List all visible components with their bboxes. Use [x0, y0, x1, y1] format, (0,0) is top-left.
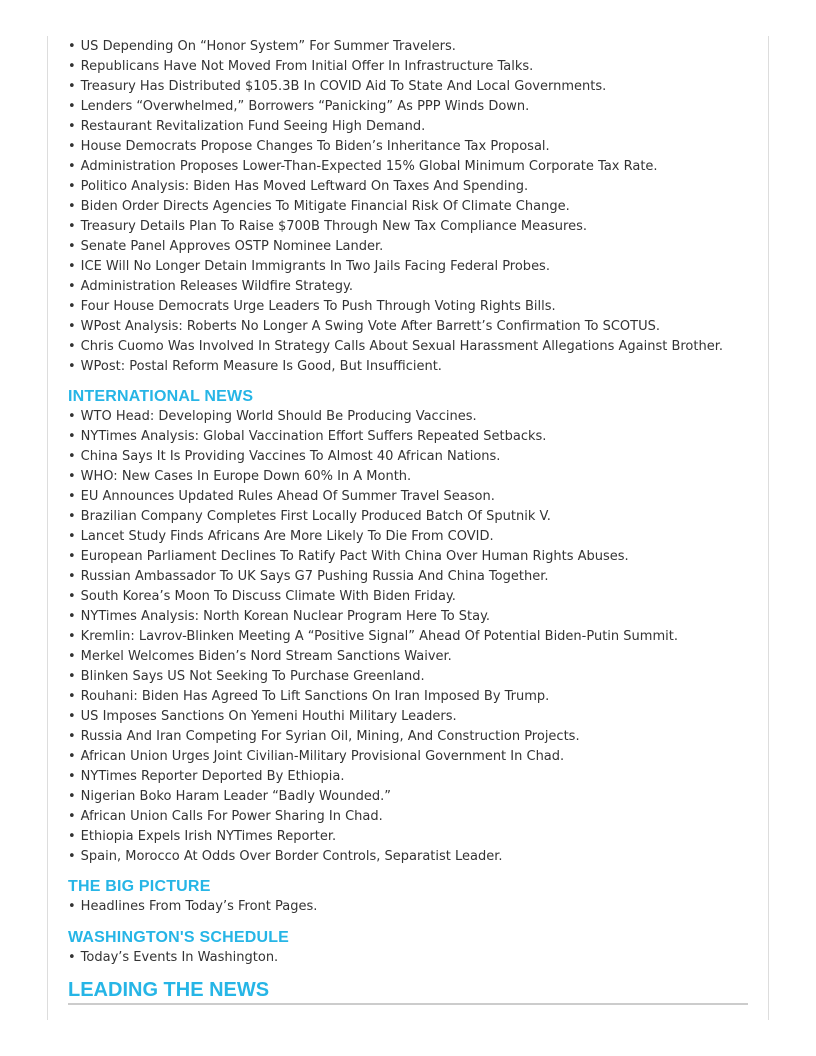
bullet-icon: • [68, 199, 76, 214]
headline-text[interactable]: Lancet Study Finds Africans Are More Likely To Die From COVID. [80, 529, 494, 544]
headline-text[interactable]: Administration Releases Wildfire Strategy. [80, 279, 354, 294]
headline-text[interactable]: Politico Analysis: Biden Has Moved Leftward On Taxes And Spending. [80, 179, 529, 194]
headline-item[interactable] [68, 627, 748, 647]
bullet-icon: • [68, 239, 76, 254]
headline-item[interactable] [68, 407, 748, 427]
headline-item[interactable] [68, 667, 748, 687]
headline-text[interactable]: Spain, Morocco At Odds Over Border Controls, Separatist Leader. [80, 849, 503, 864]
headline-item[interactable] [68, 527, 748, 547]
headline-item[interactable] [68, 607, 748, 627]
headline-text[interactable]: Treasury Details Plan To Raise $700B Through New Tax Compliance Measures. [80, 219, 588, 234]
headline-text[interactable]: Brazilian Company Completes First Locally Produced Batch Of Sputnik V. [80, 509, 551, 524]
headline-text[interactable]: Treasury Has Distributed $105.3B In COVID Aid To State And Local Governments. [80, 79, 607, 94]
headline-item[interactable] [68, 827, 748, 847]
bullet-icon: • [68, 769, 76, 784]
headline-text[interactable]: Rouhani: Biden Has Agreed To Lift Sanctions On Iran Imposed By Trump. [80, 689, 550, 704]
headline-item[interactable] [68, 157, 748, 177]
headline-text[interactable]: Lenders “Overwhelmed,” Borrowers “Panicking” As PPP Winds Down. [80, 99, 530, 114]
headline-text[interactable]: US Depending On “Honor System” For Summer Travelers. [80, 39, 456, 54]
headline-item[interactable] [68, 427, 748, 447]
headline-text[interactable]: Russia And Iran Competing For Syrian Oil, Mining, And Construction Projects. [80, 729, 580, 744]
bullet-icon: • [68, 729, 76, 744]
bullet-icon: • [68, 509, 76, 524]
headline-text[interactable]: NYTimes Reporter Deported By Ethiopia. [80, 769, 345, 784]
bullet-icon: • [68, 449, 76, 464]
big-picture-heading: THE BIG PICTURE [68, 878, 211, 895]
bullet-icon: • [68, 549, 76, 564]
headline-text[interactable]: NYTimes Analysis: Global Vaccination Effort Suffers Repeated Setbacks. [80, 429, 547, 444]
bullet-icon: • [68, 649, 76, 664]
headline-text[interactable]: Kremlin: Lavrov-Blinken Meeting A “Positive Signal” Ahead Of Potential Biden-Putin Summit. [80, 629, 678, 644]
headline-text[interactable]: Russian Ambassador To UK Says G7 Pushing Russia And China Together. [80, 569, 549, 584]
bullet-icon: • [68, 829, 76, 844]
international-news-heading: INTERNATIONAL NEWS [68, 388, 254, 405]
headline-text[interactable]: Blinken Says US Not Seeking To Purchase Greenland. [80, 669, 425, 684]
bullet-icon: • [68, 99, 76, 114]
headline-item[interactable] [68, 57, 748, 77]
bullet-icon: • [68, 709, 76, 724]
headline-text[interactable]: WHO: New Cases In Europe Down 60% In A Month. [80, 469, 412, 484]
headline-text[interactable]: European Parliament Declines To Ratify Pact With China Over Human Rights Abuses. [80, 549, 629, 564]
headline-item[interactable] [68, 567, 748, 587]
bullet-icon: • [68, 629, 76, 644]
headline-item[interactable] [68, 787, 748, 807]
bullet-icon: • [68, 39, 76, 54]
briefing-content [68, 37, 748, 1005]
headline-item[interactable] [68, 467, 748, 487]
headline-item[interactable] [68, 297, 748, 317]
bullet-icon: • [68, 569, 76, 584]
bullet-icon: • [68, 669, 76, 684]
headline-item[interactable] [68, 897, 748, 917]
right-margin-rule [768, 36, 769, 1020]
bullet-icon: • [68, 950, 76, 965]
headline-item[interactable] [68, 807, 748, 827]
bullet-icon: • [68, 79, 76, 94]
headline-item[interactable] [68, 507, 748, 527]
headline-item[interactable] [68, 277, 748, 297]
headline-text[interactable]: WPost: Postal Reform Measure Is Good, But Insufficient. [80, 359, 442, 374]
international-headlines-list [68, 407, 748, 867]
headline-item[interactable] [68, 137, 748, 157]
bullet-icon: • [68, 299, 76, 314]
headline-item[interactable] [68, 237, 748, 257]
bullet-icon: • [68, 609, 76, 624]
headline-item[interactable] [68, 197, 748, 217]
headline-text[interactable]: China Says It Is Providing Vaccines To Almost 40 African Nations. [80, 449, 501, 464]
headline-text[interactable]: Administration Proposes Lower-Than-Expected 15% Global Minimum Corporate Tax Rate. [80, 159, 658, 174]
headline-text[interactable]: WPost Analysis: Roberts No Longer A Swing Vote After Barrett’s Confirmation To SCOTUS. [80, 319, 660, 334]
headline-text[interactable]: Senate Panel Approves OSTP Nominee Lander. [80, 239, 384, 254]
headline-text[interactable]: NYTimes Analysis: North Korean Nuclear Program Here To Stay. [80, 609, 491, 624]
bullet-icon: • [68, 809, 76, 824]
headline-text[interactable]: African Union Calls For Power Sharing In Chad. [80, 809, 383, 824]
headline-item[interactable] [68, 707, 748, 727]
headline-text[interactable]: Today’s Events In Washington. [80, 950, 279, 965]
headline-item[interactable] [68, 727, 748, 747]
bullet-icon: • [68, 319, 76, 334]
bullet-icon: • [68, 119, 76, 134]
headline-item[interactable] [68, 37, 748, 57]
bullet-icon: • [68, 259, 76, 274]
headline-item[interactable] [68, 257, 748, 277]
headline-text[interactable]: Four House Democrats Urge Leaders To Push Through Voting Rights Bills. [80, 299, 556, 314]
bullet-icon: • [68, 429, 76, 444]
bullet-icon: • [68, 139, 76, 154]
headline-text[interactable]: Republicans Have Not Moved From Initial Offer In Infrastructure Talks. [80, 59, 534, 74]
bullet-icon: • [68, 849, 76, 864]
headline-item[interactable] [68, 767, 748, 787]
bullet-icon: • [68, 339, 76, 354]
headline-text[interactable]: WTO Head: Developing World Should Be Producing Vaccines. [80, 409, 477, 424]
headline-item[interactable] [68, 847, 748, 867]
headline-item[interactable] [68, 747, 748, 767]
headline-item[interactable] [68, 177, 748, 197]
headline-text[interactable]: Headlines From Today’s Front Pages. [80, 899, 318, 914]
headline-item[interactable] [68, 317, 748, 337]
bullet-icon: • [68, 749, 76, 764]
big-picture-list [68, 897, 748, 917]
bullet-icon: • [68, 899, 76, 914]
headline-item[interactable] [68, 97, 748, 117]
headline-item[interactable] [68, 77, 748, 97]
headline-text[interactable]: ICE Will No Longer Detain Immigrants In Two Jails Facing Federal Probes. [80, 259, 550, 274]
headline-item[interactable] [68, 217, 748, 237]
headline-item[interactable] [68, 487, 748, 507]
headline-text[interactable]: Chris Cuomo Was Involved In Strategy Calls About Sexual Harassment Allegations Against Brother. [80, 339, 723, 354]
bullet-icon: • [68, 219, 76, 234]
washington-schedule-heading: WASHINGTON'S SCHEDULE [68, 929, 290, 946]
washington-schedule-list [68, 948, 748, 968]
bullet-icon: • [68, 469, 76, 484]
headline-text[interactable]: African Union Urges Joint Civilian-Military Provisional Government In Chad. [80, 749, 565, 764]
headline-text[interactable]: EU Announces Updated Rules Ahead Of Summer Travel Season. [80, 489, 495, 504]
headline-text[interactable]: South Korea’s Moon To Discuss Climate With Biden Friday. [80, 589, 456, 604]
headline-item[interactable] [68, 647, 748, 667]
bullet-icon: • [68, 179, 76, 194]
domestic-headlines-list [68, 37, 748, 377]
headline-text[interactable]: US Imposes Sanctions On Yemeni Houthi Military Leaders. [80, 709, 457, 724]
headline-text[interactable]: Merkel Welcomes Biden’s Nord Stream Sanctions Waiver. [80, 649, 452, 664]
bullet-icon: • [68, 159, 76, 174]
headline-item[interactable] [68, 687, 748, 707]
headline-item[interactable] [68, 948, 748, 968]
bullet-icon: • [68, 279, 76, 294]
bullet-icon: • [68, 589, 76, 604]
bullet-icon: • [68, 59, 76, 74]
headline-text[interactable]: Ethiopia Expels Irish NYTimes Reporter. [80, 829, 337, 844]
bullet-icon: • [68, 409, 76, 424]
headline-item[interactable] [68, 117, 748, 137]
bullet-icon: • [68, 359, 76, 374]
headline-item[interactable] [68, 447, 748, 467]
headline-item[interactable] [68, 547, 748, 567]
left-margin-rule [47, 36, 48, 1020]
bullet-icon: • [68, 689, 76, 704]
headline-text[interactable]: Nigerian Boko Haram Leader “Badly Wounded.” [80, 789, 391, 804]
bullet-icon: • [68, 489, 76, 504]
bullet-icon: • [68, 529, 76, 544]
headline-item[interactable] [68, 357, 748, 377]
bullet-icon: • [68, 789, 76, 804]
headline-text[interactable]: Restaurant Revitalization Fund Seeing High Demand. [80, 119, 426, 134]
headline-item[interactable] [68, 337, 748, 357]
headline-text[interactable]: House Democrats Propose Changes To Biden’s Inheritance Tax Proposal. [80, 139, 550, 154]
leading-the-news-heading: LEADING THE NEWS [68, 978, 748, 1005]
headline-text[interactable]: Biden Order Directs Agencies To Mitigate Financial Risk Of Climate Change. [80, 199, 570, 214]
headline-item[interactable] [68, 587, 748, 607]
